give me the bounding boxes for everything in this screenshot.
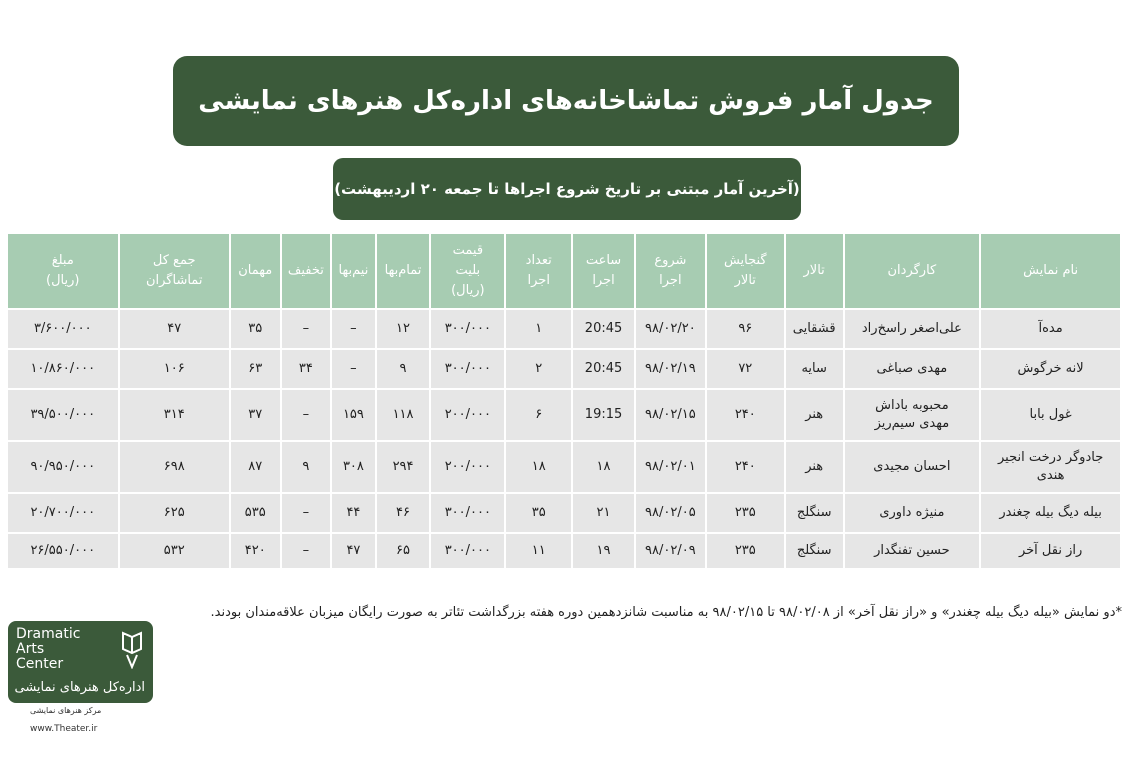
header-half-price: نیم‌بها [331, 233, 376, 309]
cell-show-name: غول بابا [980, 389, 1121, 441]
table-row [7, 441, 1121, 493]
header-hall: تالار [785, 233, 844, 309]
book-emblem-icon [121, 629, 143, 669]
header-full-price: تمام‌بها [376, 233, 431, 309]
cell-discount: ۹ [281, 441, 332, 493]
header-show-name: نام نمایش [980, 233, 1121, 309]
cell-capacity: ۹۶ [706, 309, 785, 349]
cell-show-time: 20:45 [572, 309, 635, 349]
cell-show-name: جادوگر درخت انجیر هندی [980, 441, 1121, 493]
cell-guest: ۴۲۰ [230, 533, 281, 569]
cell-ticket-price: ۲۰۰/۰۰۰ [430, 441, 505, 493]
header-discount: تخفیف [281, 233, 332, 309]
table-row [7, 309, 1121, 349]
table-row [7, 389, 1121, 441]
logo-persian-subtitle: مرکز هنرهای نمایشی [30, 706, 102, 715]
website-url: www.Theater.ir [30, 724, 98, 734]
cell-start-date: ۹۸/۰۲/۰۵ [635, 493, 706, 533]
dramatic-arts-center-logo [8, 621, 153, 703]
cell-guest: ۶۳ [230, 349, 281, 389]
cell-half-price: ۱۵۹ [331, 389, 376, 441]
cell-full-price: ۶۵ [376, 533, 431, 569]
cell-half-price: ۳۰۸ [331, 441, 376, 493]
cell-capacity: ۲۳۵ [706, 533, 785, 569]
cell-performance-count: ۱۸ [505, 441, 572, 493]
header-total-audience: جمع کل تماشاگران [119, 233, 230, 309]
cell-show-time: ۲۱ [572, 493, 635, 533]
cell-director: علی‌اصغر راسخ‌راد [844, 309, 981, 349]
cell-show-name: مده‌آ [980, 309, 1121, 349]
cell-half-price: – [331, 349, 376, 389]
cell-guest: ۳۷ [230, 389, 281, 441]
cell-ticket-price: ۳۰۰/۰۰۰ [430, 493, 505, 533]
cell-capacity: ۲۴۰ [706, 441, 785, 493]
cell-start-date: ۹۸/۰۲/۰۱ [635, 441, 706, 493]
sales-table [6, 232, 1122, 570]
cell-total-audience: ۱۰۶ [119, 349, 230, 389]
cell-capacity: ۷۲ [706, 349, 785, 389]
header-director: کارگردان [844, 233, 981, 309]
footnote: *دو نمایش «بیله دیگ بیله چغندر» و «راز نقل آخر» از ۹۸/۰۲/۰۸ تا ۹۸/۰۲/۱۵ به مناسبت شانزدهمین دوره هفته بزرگداشت تئاتر به صورت رایگان میزبان علاقه‌مندان بودند. [210, 605, 1122, 620]
logo-persian-name: اداره‌کل هنرهای نمایشی [14, 680, 145, 695]
cell-half-price: ۴۷ [331, 533, 376, 569]
cell-discount: ۳۴ [281, 349, 332, 389]
cell-ticket-price: ۲۰۰/۰۰۰ [430, 389, 505, 441]
title-banner [173, 56, 959, 146]
cell-amount: ۹۰/۹۵۰/۰۰۰ [7, 441, 119, 493]
table-row [7, 533, 1121, 569]
cell-performance-count: ۳۵ [505, 493, 572, 533]
cell-total-audience: ۴۷ [119, 309, 230, 349]
header-capacity: گنجایش تالار [706, 233, 785, 309]
cell-discount: – [281, 389, 332, 441]
header-start-date: شروع اجرا [635, 233, 706, 309]
logo-en-line: Dramatic [16, 626, 81, 642]
header-ticket-price: قیمت بلیت (ریال) [430, 233, 505, 309]
cell-ticket-price: ۳۰۰/۰۰۰ [430, 533, 505, 569]
cell-performance-count: ۱ [505, 309, 572, 349]
cell-discount: – [281, 309, 332, 349]
cell-hall: سنگلج [785, 533, 844, 569]
cell-performance-count: ۶ [505, 389, 572, 441]
header-amount: مبلغ (ریال) [7, 233, 119, 309]
cell-ticket-price: ۳۰۰/۰۰۰ [430, 349, 505, 389]
cell-discount: – [281, 493, 332, 533]
cell-half-price: – [331, 309, 376, 349]
cell-capacity: ۲۴۰ [706, 389, 785, 441]
subtitle-banner [333, 158, 801, 220]
cell-full-price: ۱۱۸ [376, 389, 431, 441]
cell-performance-count: ۱۱ [505, 533, 572, 569]
cell-show-name: بیله دیگ بیله چغندر [980, 493, 1121, 533]
table-row [7, 493, 1121, 533]
cell-show-time: ۱۸ [572, 441, 635, 493]
cell-amount: ۳/۶۰۰/۰۰۰ [7, 309, 119, 349]
cell-amount: ۳۹/۵۰۰/۰۰۰ [7, 389, 119, 441]
cell-full-price: ۹ [376, 349, 431, 389]
cell-total-audience: ۶۹۸ [119, 441, 230, 493]
cell-director: مهدی صباغی [844, 349, 981, 389]
cell-total-audience: ۶۲۵ [119, 493, 230, 533]
page-subtitle: (آخرین آمار مبتنی بر تاریخ شروع اجراها تا جمعه ۲۰ اردیبهشت) [334, 180, 800, 198]
cell-director: محبوبه باداش مهدی سیم‌ریز [844, 389, 981, 441]
cell-total-audience: ۵۳۲ [119, 533, 230, 569]
cell-capacity: ۲۳۵ [706, 493, 785, 533]
cell-show-time: 20:45 [572, 349, 635, 389]
cell-full-price: ۴۶ [376, 493, 431, 533]
cell-amount: ۲۰/۷۰۰/۰۰۰ [7, 493, 119, 533]
cell-hall: سنگلج [785, 493, 844, 533]
cell-show-time: ۱۹ [572, 533, 635, 569]
cell-amount: ۲۶/۵۵۰/۰۰۰ [7, 533, 119, 569]
cell-director: حسین تفنگدار [844, 533, 981, 569]
table-header-row [7, 233, 1121, 309]
logo-english-name [16, 627, 80, 672]
cell-director: منیژه داوری [844, 493, 981, 533]
cell-show-name: راز نقل آخر [980, 533, 1121, 569]
cell-discount: – [281, 533, 332, 569]
cell-hall: هنر [785, 441, 844, 493]
cell-show-time: 19:15 [572, 389, 635, 441]
header-guest: مهمان [230, 233, 281, 309]
logo-en-line: Center [16, 656, 64, 672]
cell-hall: سایه [785, 349, 844, 389]
cell-hall: هنر [785, 389, 844, 441]
logo-en-line: Arts [16, 641, 45, 657]
cell-start-date: ۹۸/۰۲/۰۹ [635, 533, 706, 569]
cell-full-price: ۲۹۴ [376, 441, 431, 493]
header-performance-count: تعداد اجرا [505, 233, 572, 309]
cell-full-price: ۱۲ [376, 309, 431, 349]
table-row [7, 349, 1121, 389]
cell-start-date: ۹۸/۰۲/۲۰ [635, 309, 706, 349]
cell-performance-count: ۲ [505, 349, 572, 389]
cell-director: احسان مجیدی [844, 441, 981, 493]
cell-start-date: ۹۸/۰۲/۱۵ [635, 389, 706, 441]
cell-ticket-price: ۳۰۰/۰۰۰ [430, 309, 505, 349]
page-title: جدول آمار فروش تماشاخانه‌های اداره‌کل هنرهای نمایشی [198, 86, 934, 116]
cell-start-date: ۹۸/۰۲/۱۹ [635, 349, 706, 389]
cell-amount: ۱۰/۸۶۰/۰۰۰ [7, 349, 119, 389]
cell-total-audience: ۳۱۴ [119, 389, 230, 441]
cell-guest: ۸۷ [230, 441, 281, 493]
cell-hall: قشقایی [785, 309, 844, 349]
cell-show-name: لانه خرگوش [980, 349, 1121, 389]
cell-guest: ۵۳۵ [230, 493, 281, 533]
header-show-time: ساعت اجرا [572, 233, 635, 309]
cell-half-price: ۴۴ [331, 493, 376, 533]
cell-guest: ۳۵ [230, 309, 281, 349]
